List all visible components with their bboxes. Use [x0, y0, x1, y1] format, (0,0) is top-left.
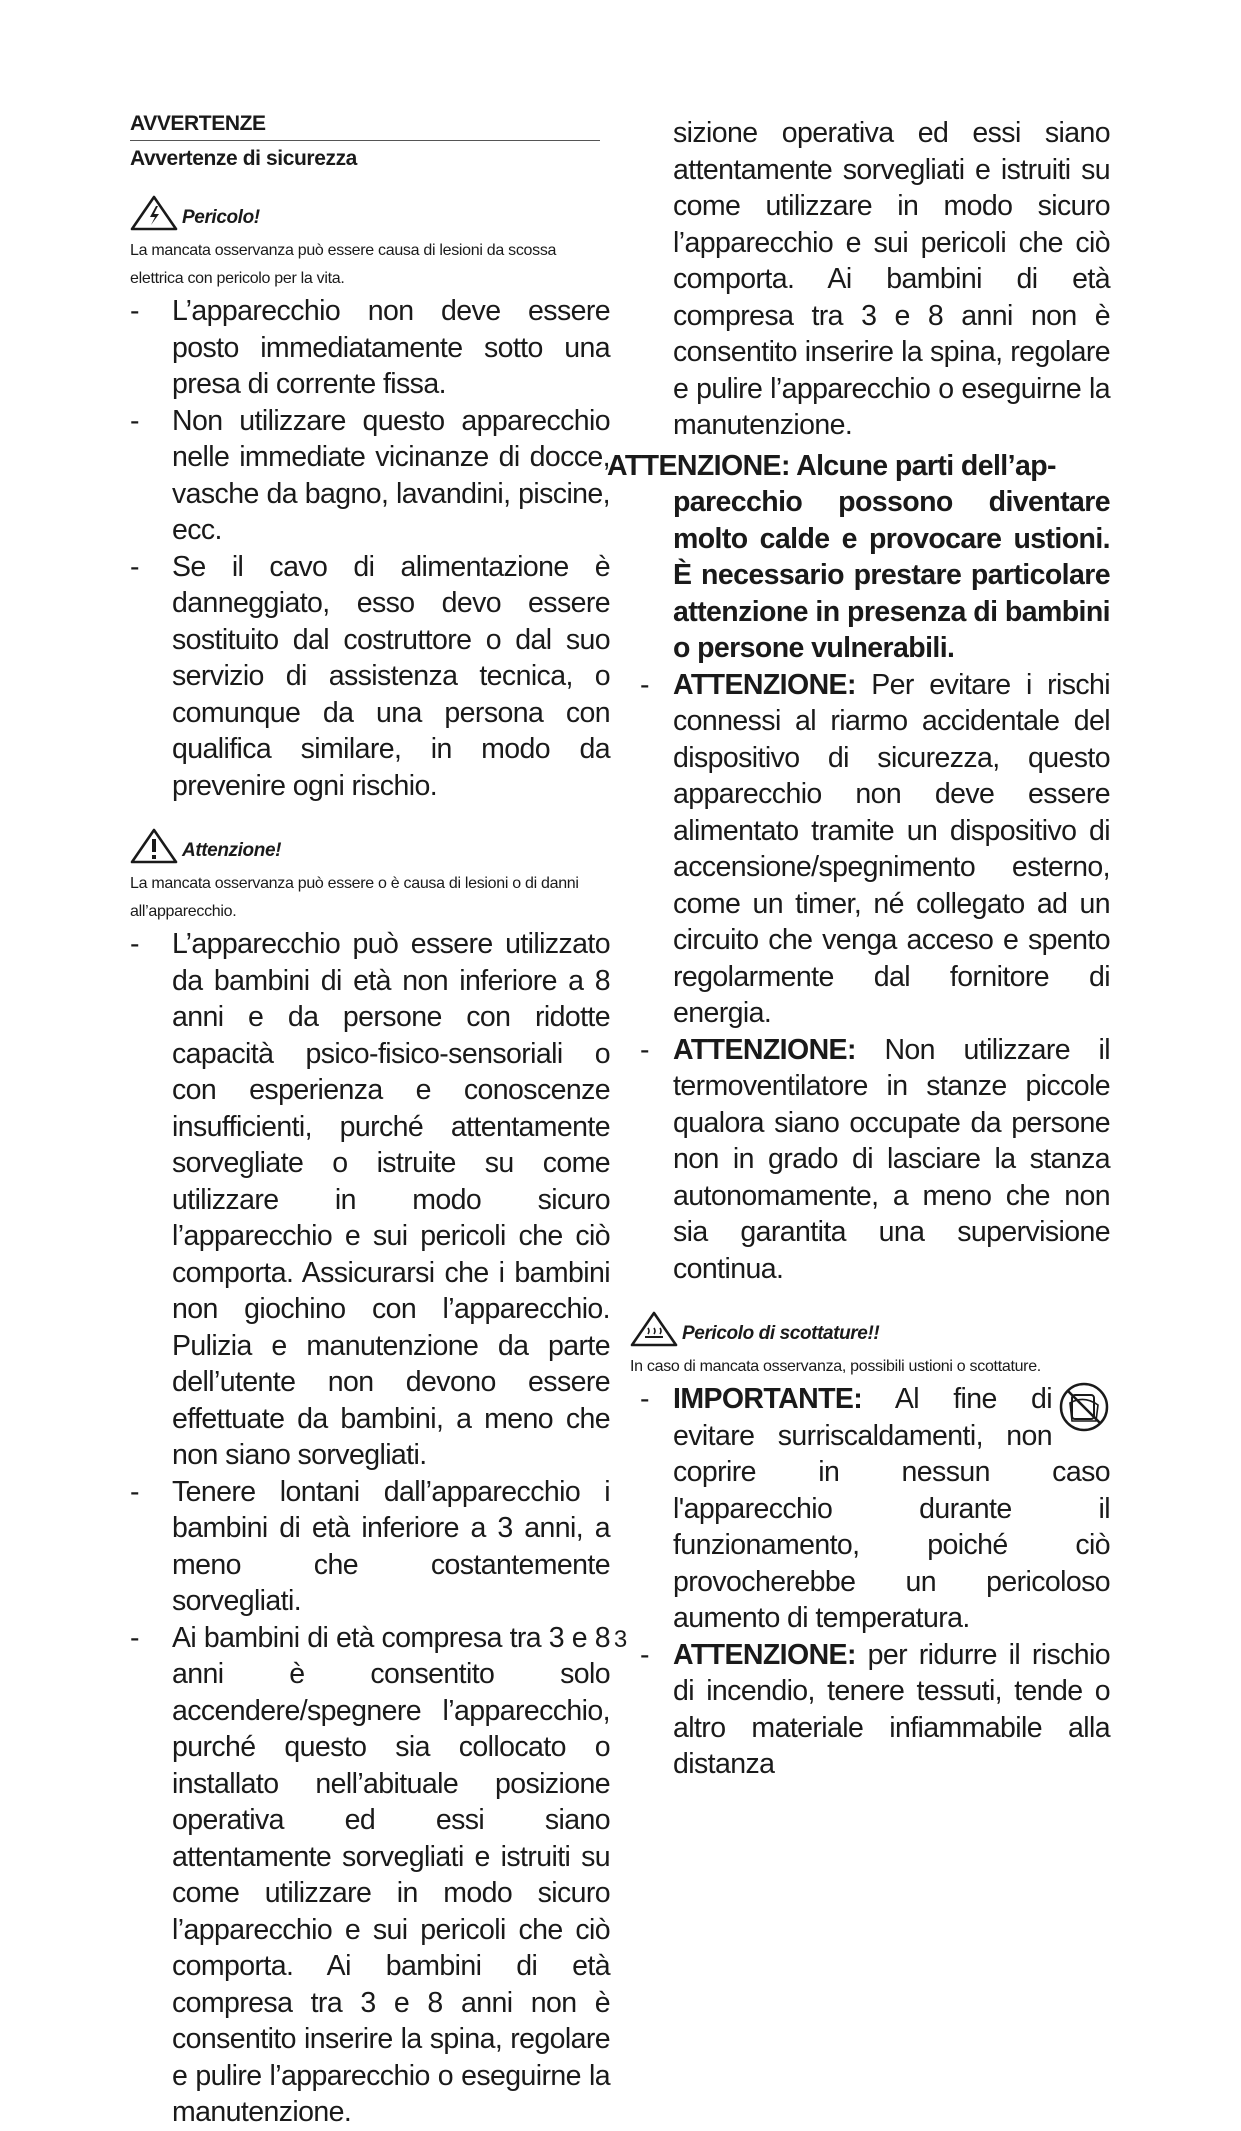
list-item: - L’apparecchio può essere utilizzato da bambini di età non inferiore a 8 anni e da persone con ridotte capacità psico-fisico-sensoriali o con esperienza e conoscenze insufficienti, purché attentamente sorvegliate o istruite su come utilizzare in modo sicuro l’apparecchio e sui pericoli che ciò comporta. Assicurarsi che i bambini non giochino con l’apparecchio. Pulizia e manutenzione da parte dell’utente non devono essere effettuate da bambini, a meno che non siano sorvegliati. — [130, 928, 610, 1471]
list-dash: - — [640, 1638, 649, 1671]
do-not-cover-icon — [1058, 1381, 1110, 1433]
list-item: - Se il cavo di alimentazione è danneggiato, esso devo essere sostituito dal costruttore o dal suo servizio di assistenza tecnica, o comunque da una persona con qualifica similare, in modo da prevenire ogni rischio. — [130, 550, 610, 802]
hot-parts-warning — [607, 448, 1110, 667]
section-title: AVVERTENZE — [130, 112, 600, 141]
danger-label: Pericolo! — [182, 207, 260, 228]
caution-note: La mancata osservanza può essere o è causa di lesioni o di danni all’apparecchio. — [130, 875, 579, 920]
burn-note: In caso di mancata osservanza, possibili ustioni o scottature. — [630, 1358, 1041, 1375]
list-item: - ATTENZIONE: Non utilizzare il termoventilatore in stanze piccole qualora siano occupate da persone non in grado di lasciare la stanza autonomamente, a meno che non sia garantita una supervisione continua. — [640, 1033, 1110, 1285]
list-item: - L’apparecchio non deve essere posto immediatamente sotto una presa di corrente fissa. — [130, 295, 610, 400]
list-dash: - — [130, 1621, 139, 1654]
danger-note: La mancata osservanza può essere causa di lesioni da scossa elettrica con pericolo per la vita. — [130, 242, 557, 287]
caution-label: Attenzione! — [182, 840, 282, 861]
page-number: 3 — [613, 1626, 628, 1653]
list-dash: - — [130, 1475, 139, 1508]
hot-surface-icon — [630, 1311, 678, 1347]
continuation-text: sizione operativa ed essi siano attentamente sorvegliati e istruiti su come utilizzare in modo sicuro l’apparecchio e sui pericoli che ciò comporta. Ai bambini di età compresa tra 3 e 8 anni non è consentito inserire la spina, regolare e pulire l’apparecchio o eseguirne la manutenzione. — [673, 117, 1110, 441]
list-dash: - — [130, 295, 139, 327]
list-item: - ATTENZIONE: per ridurre il rischio di incendio, tenere tessuti, tende o altro materiale infiammabile alla distanza — [640, 1638, 1110, 1780]
danger-header — [130, 195, 610, 231]
hot-parts-warning-rest: parecchio possono diventare molto calde e provocare ustioni. È necessario prestare particolare attenzione in presenza di bambini o persone vulnerabili. — [673, 486, 1110, 664]
list-dash: - — [640, 668, 649, 701]
section-subtitle: Avvertenze di sicurezza — [130, 147, 357, 170]
list-dash: - — [130, 404, 139, 437]
list-dash: - — [130, 550, 139, 583]
list-item: - ATTENZIONE: Per evitare i rischi connessi al riarmo accidentale del dispositivo di sicurezza, questo apparecchio non deve essere alimentato tramite un dispositivo di accensione/spegnimento esterno, come un timer, né collegato ad un circuito che venga acceso e spento regolarmente dal fornitore di energia. — [640, 668, 1110, 1029]
burn-label: Pericolo di scottature!! — [682, 1323, 880, 1344]
warning-icon — [130, 828, 178, 864]
list-dash: - — [640, 1383, 649, 1415]
right-column — [607, 115, 1110, 1783]
list-item: - Ai bambini di età compresa tra 3 e 8 anni è consentito solo accendere/spegnere l’apparecchio, purché questo sia collocato o installato nell’abituale posizione operativa ed essi siano attentamente sorvegliati e istruiti su come utilizzare in modo sicuro l’apparecchio e sui pericoli che ciò comporta. Ai bambini di età compresa tra 3 e 8 anni non è consentito inserire la spina, regolare e pulire l’apparecchio o eseguirne la manutenzione. — [130, 1621, 610, 2128]
left-column — [130, 112, 610, 2128]
list-dash: - — [640, 1033, 649, 1066]
hot-parts-warning-first-line: ATTENZIONE: Alcune parti dell’ap- — [607, 449, 1056, 482]
burn-header — [630, 1311, 1110, 1347]
list-item: - IMPORTANTE: Al fine di evitare surriscaldamenti, non coprire in nessun caso l'apparecchio durante il funzionamento, poiché ciò provocherebbe un pericoloso aumento di temperatura. — [640, 1383, 1110, 1634]
electric-hazard-icon — [130, 195, 178, 231]
list-item: - Non utilizzare questo apparecchio nelle immediate vicinanze di docce, vasche da bagno, lavandini, piscine, ecc. — [130, 404, 610, 546]
list-dash: - — [130, 928, 139, 960]
caution-header — [130, 828, 610, 864]
list-item: - Tenere lontani dall’apparecchio i bambini di età inferiore a 3 anni, a meno che costantemente sorvegliati. — [130, 1475, 610, 1617]
